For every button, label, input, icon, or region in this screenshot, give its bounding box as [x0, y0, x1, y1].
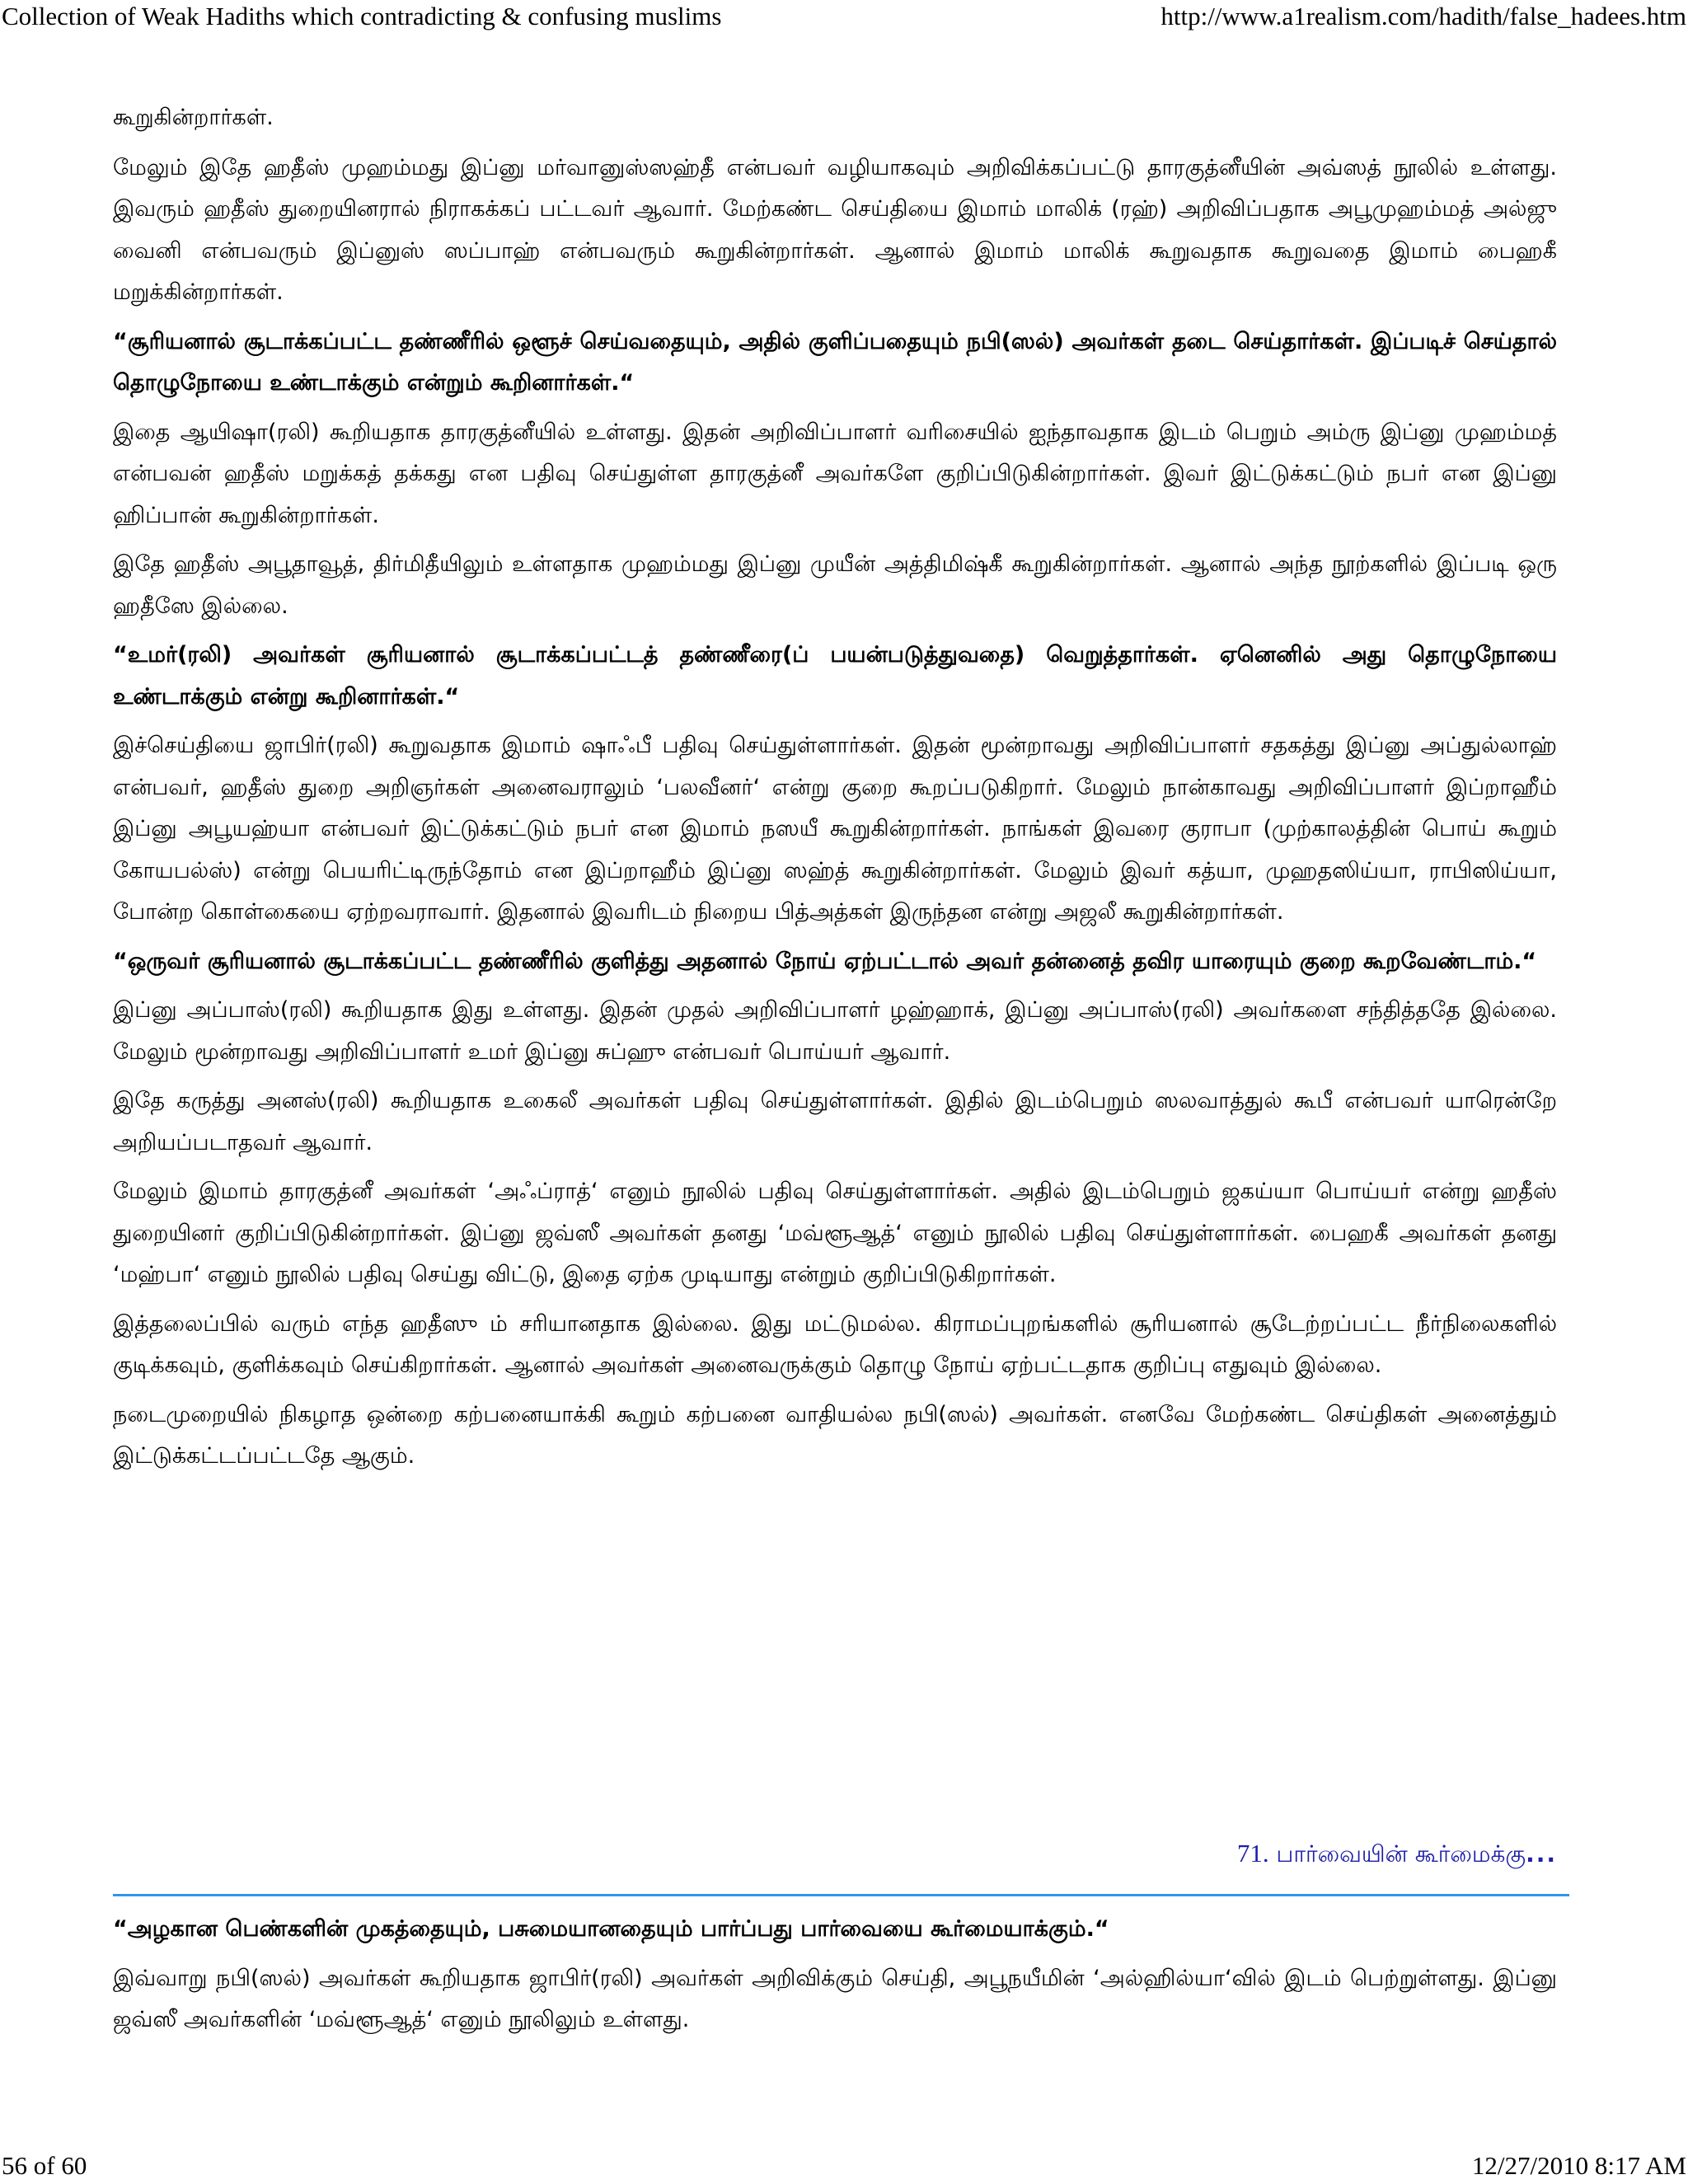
- section-divider: [113, 1894, 1569, 1896]
- section-title: பார்வையின் கூர்மைக்கு: [1276, 1840, 1526, 1868]
- print-datetime: 12/27/2010 8:17 AM: [1471, 2151, 1686, 2180]
- section-heading: [113, 1833, 1557, 1875]
- section-dots: ...: [1526, 1840, 1557, 1868]
- section-number: 71.: [1236, 1839, 1269, 1868]
- paragraph: இதே கருத்து அனஸ்(ரலி) கூறியதாக உகைலீ அவர்கள் பதிவு செய்துள்ளார்கள். இதில் இடம்பெறும் ஸலவாத்துல் கூபீ என்பவர் யாரென்றே அறியப்படாதவர் ஆவார்.: [113, 1088, 1557, 1155]
- source-url: http://www.a1realism.com/hadith/false_hadees.htm: [1160, 2, 1686, 30]
- hadith-quote: “ஒருவர் சூரியனால் சூடாக்கப்பட்ட தண்ணீரில் குளித்து அதனால் நோய் ஏற்பட்டால் அவர் தன்னைத் தவிர யாரையும் குறை கூறவேண்டாம்.“: [113, 948, 1537, 974]
- hadith-quote: “உமர்(ரலி) அவர்கள் சூரியனால் சூடாக்கப்பட்டத் தண்ணீரை(ப் பயன்படுத்துவதை) வெறுத்தார்கள். ஏனெனில் அது தொழுநோயை உண்டாக்கும் என்று கூறினார்கள்.“: [113, 642, 1557, 710]
- paragraph: இப்னு அப்பாஸ்(ரலி) கூறியதாக இது உள்ளது. இதன் முதல் அறிவிப்பாளர் ழஹ்ஹாக், இப்னு அப்பாஸ்(ரலி) அவர்களை சந்தித்ததே இல்லை. மேலும் மூன்றாவது அறிவிப்பாளர் உமர் இப்னு சுப்ஹு என்பவர் பொய்யர் ஆவார்.: [113, 997, 1557, 1065]
- section-content: [113, 1909, 1557, 2049]
- paragraph: மேலும் இமாம் தாரகுத்னீ அவர்கள் ‘அஃப்ராத்‘ எனும் நூலில் பதிவு செய்துள்ளார்கள். அதில் இடம்பெறும் ஜகய்யா பொய்யர் என்று ஹதீஸ் துறையினர் குறிப்பிடுகின்றார்கள். இப்னு ஜவ்ஸீ அவர்கள் தனது ‘மவ்ளூஆத்‘ எனும் நூலில் பதிவு செய்துள்ளார்கள். பைஹகீ அவர்கள் தனது ‘மஹ்பா‘ எனும் நூலில் பதிவு செய்து விட்டு, இதை ஏற்க முடியாது என்றும் குறிப்பிடுகிறார்கள்.: [113, 1179, 1557, 1287]
- paragraph: மேலும் இதே ஹதீஸ் முஹம்மது இப்னு மர்வானுஸ்ஸஹ்தீ என்பவர் வழியாகவும் அறிவிக்கப்பட்டு தாரகுத்னீயின் அவ்ஸத் நூலில் உள்ளது. இவரும் ஹதீஸ் துறையினரால் நிராகக்கப் பட்டவர் ஆவார். மேற்கண்ட செய்தியை இமாம் மாலிக் (ரஹ்) அறிவிப்பதாக அபூமுஹம்மத் அல்ஜு வைனி என்பவரும் இப்னுஸ் ஸப்பாஹ் என்பவரும் கூறுகின்றார்கள். ஆனால் இமாம் மாலிக் கூறுவதாக கூறுவதை இமாம் பைஹகீ மறுக்கின்றார்கள்.: [113, 154, 1557, 305]
- paragraph: இச்செய்தியை ஜாபிர்(ரலி) கூறுவதாக இமாம் ஷாஃபீ பதிவு செய்துள்ளார்கள். இதன் மூன்றாவது அறிவிப்பாளர் சதகத்து இப்னு அப்துல்லாஹ் என்பவர், ஹதீஸ் துறை அறிஞர்கள் அனைவராலும் ‘பலவீனர்‘ என்று குறை கூறப்படுகிறார். மேலும் நான்காவது அறிவிப்பாளர் இப்றாஹீம் இப்னு அபூயஹ்யா என்பவர் இட்டுக்கட்டும் நபர் என இமாம் நஸயீ கூறுகின்றார்கள். நாங்கள் இவரை குராபா (முற்காலத்தின் பொய் கூறும் கோயபல்ஸ்) என்று பெயரிட்டிருந்தோம் என இப்றாஹீம் இப்னு ஸஹ்த் கூறுகின்றார்கள். மேலும் இவர் கத்யா, முஹதஸிய்யா, ராபிஸிய்யா, போன்ற கொள்கையை ஏற்றவராவார். இதனால் இவரிடம் நிறைய பித்அத்கள் இருந்தன என்று அஜலீ கூறுகின்றார்கள்.: [113, 733, 1557, 925]
- main-content: [113, 97, 1557, 1485]
- paragraph: இத்தலைப்பில் வரும் எந்த ஹதீஸு ம் சரியானதாக இல்லை. இது மட்டுமல்ல. கிராமப்புறங்களில் சூரியனால் சூடேற்றப்பட்ட நீர்நிலைகளில் குடிக்கவும், குளிக்கவும் செய்கிறார்கள். ஆனால் அவர்கள் அனைவருக்கும் தொழு நோய் ஏற்பட்டதாக குறிப்பு எதுவும் இல்லை.: [113, 1310, 1557, 1378]
- paragraph: இதை ஆயிஷா(ரலி) கூறியதாக தாரகுத்னீயில் உள்ளது. இதன் அறிவிப்பாளர் வரிசையில் ஐந்தாவதாக இடம் பெறும் அம்ரு இப்னு முஹம்மத் என்பவன் ஹதீஸ் மறுக்கத் தக்கது என பதிவு செய்துள்ள தாரகுத்னீ அவர்களே குறிப்பிடுகின்றார்கள். இவர் இட்டுக்கட்டும் நபர் என இப்னு ஹிப்பான் கூறுகின்றார்கள்.: [113, 419, 1557, 528]
- hadith-quote: “சூரியனால் சூடாக்கப்பட்ட தண்ணீரில் ஒளூச் செய்வதையும், அதில் குளிப்பதையும் நபி(ஸல்) அவர்கள் தடை செய்தார்கள். இப்படிச் செய்தால் தொழுநோயை உண்டாக்கும் என்றும் கூறினார்கள்.“: [113, 328, 1557, 396]
- paragraph: கூறுகின்றார்கள்.: [113, 105, 274, 130]
- paragraph: இவ்வாறு நபி(ஸல்) அவர்கள் கூறியதாக ஜாபிர்(ரலி) அவர்கள் அறிவிக்கும் செய்தி, அபூநயீமின் ‘அல்ஹில்யா‘வில் இடம் பெற்றுள்ளது. இப்னு ஜவ்ஸீ அவர்களின் ‘மவ்ளூஆத்‘ எனும் நூலிலும் உள்ளது.: [113, 1965, 1557, 2032]
- paragraph: நடைமுறையில் நிகழாத ஒன்றை கற்பனையாக்கி கூறும் கற்பனை வாதியல்ல நபி(ஸல்) அவர்கள். எனவே மேற்கண்ட செய்திகள் அனைத்தும் இட்டுக்கட்டப்பட்டதே ஆகும்.: [113, 1401, 1557, 1469]
- document-title: Collection of Weak Hadiths which contradicting & confusing muslims: [2, 2, 722, 30]
- hadith-quote: “அழகான பெண்களின் முகத்தையும், பசுமையானதையும் பார்ப்பது பார்வையை கூர்மையாக்கும்.“: [113, 1916, 1109, 1942]
- page-number: 56 of 60: [2, 2151, 87, 2180]
- print-header: [0, 0, 1688, 38]
- print-footer: [0, 2146, 1688, 2184]
- paragraph: இதே ஹதீஸ் அபூதாவூத், திர்மிதீயிலும் உள்ளதாக முஹம்மது இப்னு முயீன் அத்திமிஷ்கீ கூறுகின்றார்கள். ஆனால் அந்த நூற்களில் இப்படி ஒரு ஹதீஸே இல்லை.: [113, 551, 1557, 619]
